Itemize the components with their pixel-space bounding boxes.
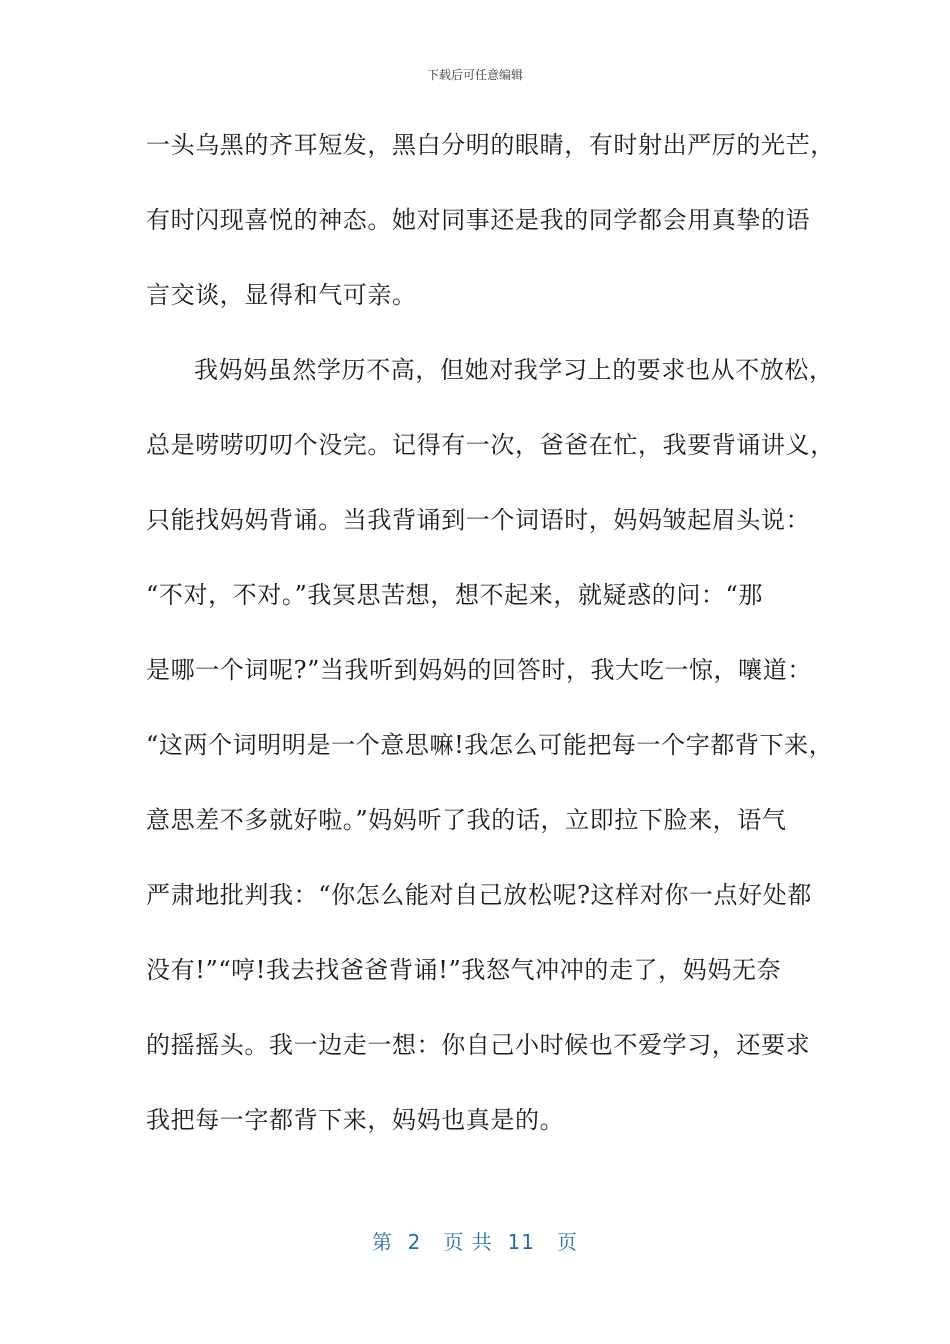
body-line: “不对，不对。”我冥思苦想，想不起来，就疑惑的问：“那 <box>146 581 764 609</box>
body-line: 没有!”“哼!我去找爸爸背诵!”我怒气冲冲的走了，妈妈无奈 <box>146 956 782 984</box>
body-line: 总是唠唠叨叨个没完。记得有一次，爸爸在忙，我要背诵讲义， <box>146 431 835 459</box>
page-header: 下载后可任意编辑 <box>426 68 523 82</box>
body-line: 严肃地批判我：“你怎么能对自己放松呢?这样对你一点好处都 <box>146 881 812 909</box>
body-line: “这两个词明明是一个意思嘛!我怎么可能把每一个字都背下来， <box>146 731 834 759</box>
body-line: 一头乌黑的齐耳短发，黑白分明的眼睛，有时射出严厉的光芒， <box>146 131 835 159</box>
page-number-footer: 第 2 页 共 11 页 <box>371 1230 579 1254</box>
body-line: 我把每一字都背下来，妈妈也真是的。 <box>146 1106 565 1134</box>
body-line: 只能找妈妈背诵。当我背诵到一个词语时，妈妈皱起眉头说： <box>146 506 811 534</box>
body-line: 意思差不多就好啦。”妈妈听了我的话，立即拉下脸来，语气 <box>146 806 787 834</box>
body-line: 言交谈，显得和气可亲。 <box>146 281 417 309</box>
body-line: 有时闪现喜悦的神态。她对同事还是我的同学都会用真挚的语 <box>146 206 811 234</box>
body-line: 是哪一个词呢?”当我听到妈妈的回答时，我大吃一惊，嚷道： <box>146 656 812 684</box>
paragraph-start-line: 我妈妈虽然学历不高，但她对我学习上的要求也从不放松， <box>194 356 834 384</box>
body-line: 的摇摇头。我一边走一想：你自己小时候也不爱学习，还要求 <box>146 1031 811 1059</box>
